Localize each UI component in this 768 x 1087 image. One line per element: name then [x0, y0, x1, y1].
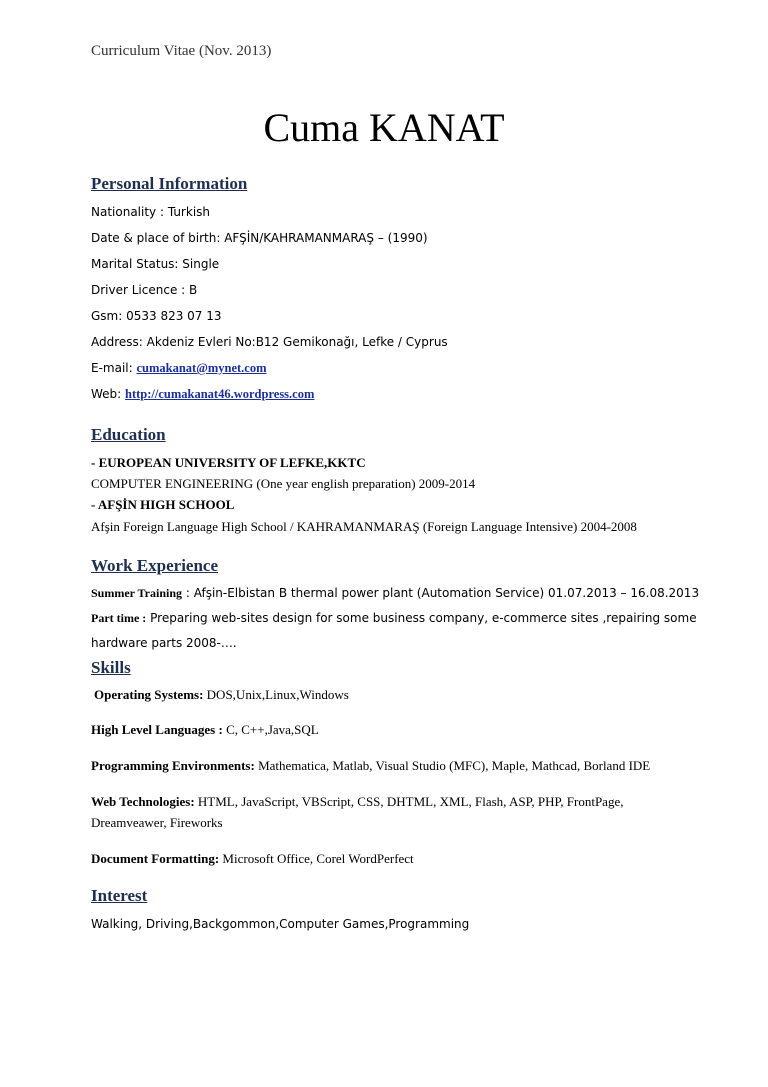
skill-web	[91, 794, 623, 810]
email-label: E-mail:	[91, 361, 137, 375]
education-university-detail: COMPUTER ENGINEERING (One year english preparation) 2009-2014	[91, 476, 476, 491]
summer-text: : Afşin-Elbistan B thermal power plant (Automation Service) 01.07.2013 – 16.08.2013	[182, 586, 700, 600]
skill-prog-value: Mathematica, Matlab, Visual Studio (MFC), Maple, Mathcad, Borland IDE	[254, 758, 651, 773]
interest-text: Walking, Driving,Backgommon,Computer Games,Programming	[91, 917, 470, 931]
education-heading: Education	[91, 425, 166, 444]
email-link[interactable]: cumakanat@mynet.com	[136, 361, 267, 375]
web-link[interactable]: http://cumakanat46.wordpress.com	[125, 387, 315, 401]
skill-doc-value: Microsoft Office, Corel WordPerfect	[219, 851, 414, 866]
document-header: Curriculum Vitae (Nov. 2013)	[91, 43, 272, 59]
parttime-text: Preparing web-sites design for some business company, e-commerce sites ,repairing some	[146, 611, 697, 625]
personal-heading: Personal Information	[91, 174, 248, 193]
work-parttime	[91, 611, 697, 626]
nationality: Nationality : Turkish	[91, 205, 211, 219]
summer-label: Summer Training	[91, 586, 183, 600]
address: Address: Akdeniz Evleri No:B12 Gemikonağı, Lefke / Cyprus	[91, 335, 448, 349]
skill-os	[94, 687, 349, 703]
marital-status: Marital Status: Single	[91, 257, 220, 271]
skills-heading: Skills	[91, 658, 131, 677]
education-university: - EUROPEAN UNIVERSITY OF LEFKE,KKTC	[91, 455, 366, 470]
education-school: - AFŞİN HIGH SCHOOL	[91, 497, 235, 512]
email-row	[91, 361, 267, 376]
skill-doc-label: Document Formatting:	[91, 851, 220, 866]
skill-prog	[91, 758, 650, 774]
skill-hll	[91, 722, 319, 738]
skill-hll-label: High Level Languages :	[91, 722, 223, 737]
driver-licence: Driver Licence : B	[91, 283, 198, 297]
birth-info: Date & place of birth: AFŞİN/KAHRAMANMARAŞ – (1990)	[91, 231, 428, 245]
skill-web-cont: Dreamveawer, Fireworks	[91, 815, 223, 830]
web-row	[91, 387, 314, 402]
skill-os-label: Operating Systems:	[94, 687, 204, 702]
web-label: Web:	[91, 387, 126, 401]
interest-heading: Interest	[91, 886, 148, 905]
page-title: Cuma KANAT	[263, 105, 505, 150]
education-school-detail: Afşin Foreign Language High School / KAHRAMANMARAŞ (Foreign Language Intensive) 2004-2008	[91, 519, 637, 534]
skill-web-label: Web Technologies:	[91, 794, 195, 809]
work-parttime-cont: hardware parts 2008-….	[91, 636, 237, 650]
gsm: Gsm: 0533 823 07 13	[91, 309, 222, 323]
work-heading: Work Experience	[91, 556, 219, 575]
skill-web-value: HTML, JavaScript, VBScript, CSS, DHTML, XML, Flash, ASP, PHP, FrontPage,	[194, 794, 624, 809]
work-summer	[91, 586, 699, 601]
skill-hll-value: C, C++,Java,SQL	[222, 722, 319, 737]
skill-os-value: DOS,Unix,Linux,Windows	[203, 687, 349, 702]
skill-prog-label: Programming Environments:	[91, 758, 255, 773]
parttime-label: Part time :	[91, 611, 147, 625]
skill-doc	[91, 851, 414, 867]
